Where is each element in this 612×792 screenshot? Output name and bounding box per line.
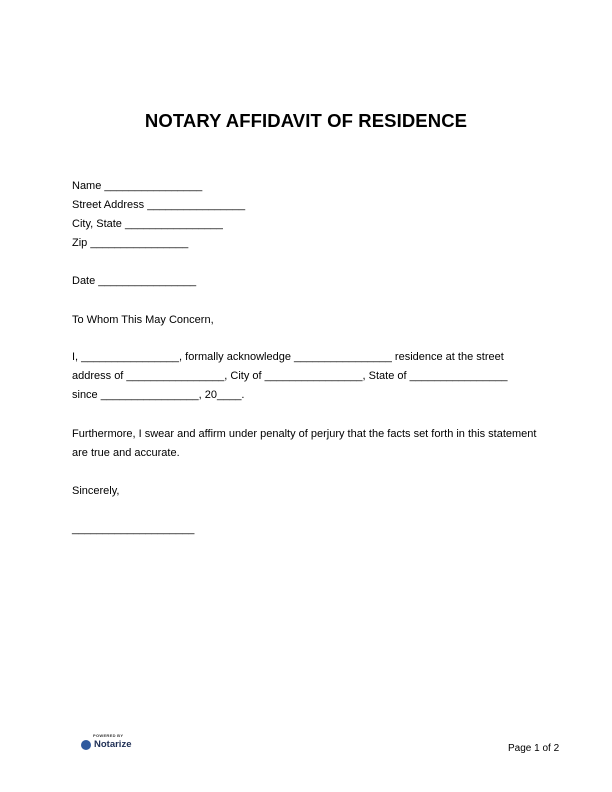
notarize-logo bbox=[81, 733, 151, 755]
notarize-logo-icon bbox=[81, 740, 91, 750]
salutation: To Whom This May Concern, bbox=[72, 314, 214, 326]
signature-line: ____________________ bbox=[72, 523, 195, 535]
street-address-field: Street Address ________________ bbox=[72, 199, 246, 211]
body-line-2: address of ________________, City of ________________, State of ________________ bbox=[72, 370, 508, 382]
zip-field: Zip ________________ bbox=[72, 237, 189, 249]
body-line-3: since ________________, 20____. bbox=[72, 389, 245, 401]
date-field: Date ________________ bbox=[72, 275, 197, 287]
brand-name: Notarize bbox=[94, 739, 132, 750]
city-state-field: City, State ________________ bbox=[72, 218, 223, 230]
body-line-4: Furthermore, I swear and affirm under penalty of perjury that the facts set forth in this statement bbox=[72, 428, 537, 440]
page-number: Page 1 of 2 bbox=[508, 743, 560, 754]
body-line-5: are true and accurate. bbox=[72, 447, 180, 459]
name-field: Name ________________ bbox=[72, 180, 203, 192]
body-line-1: I, ________________, formally acknowledge ________________ residence at the street bbox=[72, 351, 504, 363]
page-title: NOTARY AFFIDAVIT OF RESIDENCE bbox=[144, 110, 468, 131]
powered-by-label: POWERED BY bbox=[93, 733, 124, 738]
closing: Sincerely, bbox=[72, 485, 120, 497]
